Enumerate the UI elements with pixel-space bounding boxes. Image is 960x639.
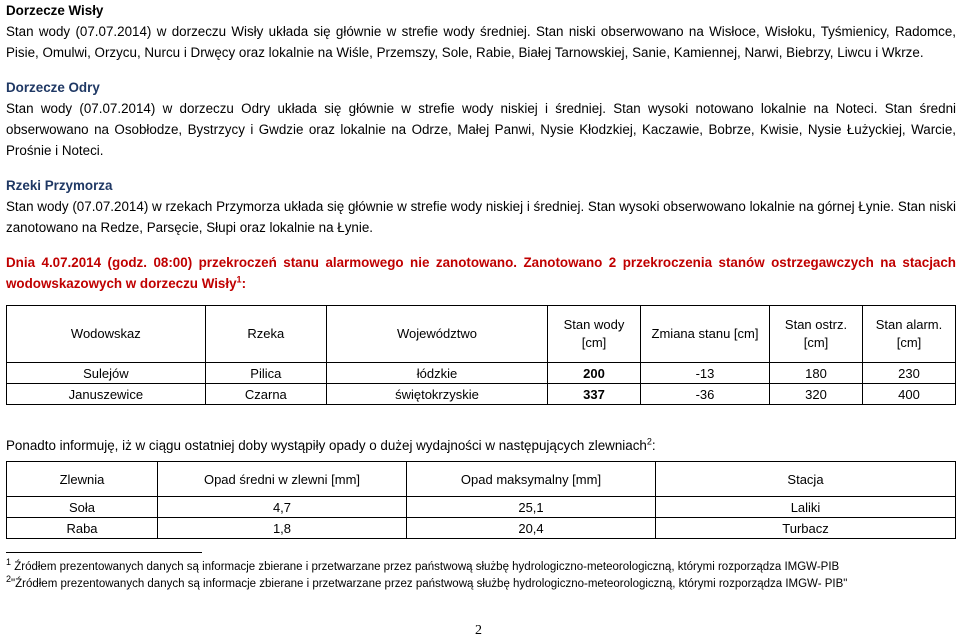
col-header: Rzeka xyxy=(205,306,326,363)
precipitation-table xyxy=(6,461,956,539)
table-cell: 230 xyxy=(863,363,956,384)
table-row xyxy=(7,363,956,384)
alert-paragraph xyxy=(6,252,956,294)
table-cell: Sulejów xyxy=(7,363,206,384)
section-title-wisla: Dorzecze Wisły xyxy=(6,3,104,18)
footnote-2 xyxy=(6,576,956,593)
table-cell: Januszewice xyxy=(7,384,206,405)
section-text-odra: Stan wody (07.07.2014) w dorzeczu Odry układa się głównie w strefie wody niskiej i średniej. Stan wysoki notowano lokalnie na Noteci. Stan średni obserwowano na Osobłodze, Bystrzycy i Gwdzie oraz lokalnie na Odrze, Małej Panwi, Nysie Kłodzkiej, Kaczawie, Bobrze, Kwisie, Nysie Łużyckiej, Warcie, Prośnie i Noteci. xyxy=(6,101,956,158)
col-header: Stan ostrz. [cm] xyxy=(770,306,863,363)
table-cell: Turbacz xyxy=(656,518,956,539)
section-title-odra: Dorzecze Odry xyxy=(6,80,100,95)
table-cell: 337 xyxy=(548,384,641,405)
table-cell: Pilica xyxy=(205,363,326,384)
section-title-przymorze: Rzeki Przymorza xyxy=(6,178,113,193)
footnote-ref-1: 1 xyxy=(236,274,242,285)
water-level-table xyxy=(6,305,956,405)
table-row xyxy=(7,497,956,518)
table-cell: Raba xyxy=(7,518,158,539)
table-cell: 4,7 xyxy=(158,497,407,518)
section-text-przymorze: Stan wody (07.07.2014) w rzekach Przymorza układa się głównie w strefie wody niskiej i średniej. Stan wysoki obserwowano lokalnie na górnej Łynie. Stan niski zanotowano na Redze, Parsęcie, Słupi oraz lokalnie na Łynie. xyxy=(6,199,956,235)
col-header: Opad średni w zlewni [mm] xyxy=(158,462,407,497)
footnote-ref-2: 2 xyxy=(646,436,652,447)
table-cell: 400 xyxy=(863,384,956,405)
footnote-text: "Źródłem prezentowanych danych są informacje zbierane i przetwarzane przez państwową służbę hydrologiczno-meteorologiczną, którymi rozporządza IMGW- PIB" xyxy=(11,578,848,590)
table-cell: łódzkie xyxy=(326,363,547,384)
col-header: Opad maksymalny [mm] xyxy=(407,462,656,497)
table-cell: świętokrzyskie xyxy=(326,384,547,405)
col-header: Zlewnia xyxy=(7,462,158,497)
col-header: Województwo xyxy=(326,306,547,363)
precip-paragraph xyxy=(6,435,956,456)
table-cell: -13 xyxy=(641,363,770,384)
col-header: Zmiana stanu [cm] xyxy=(641,306,770,363)
footnote-mark: 2 xyxy=(6,574,12,585)
table-row xyxy=(7,384,956,405)
footnote-separator xyxy=(6,552,202,553)
precip-end: : xyxy=(651,438,656,453)
table-cell: 320 xyxy=(770,384,863,405)
table-header-row xyxy=(7,306,956,363)
table-header-row xyxy=(7,462,956,497)
table-cell: 20,4 xyxy=(407,518,656,539)
table-cell: 1,8 xyxy=(158,518,407,539)
col-header: Stan alarm. [cm] xyxy=(863,306,956,363)
page-number: 2 xyxy=(475,623,482,638)
col-header: Stan wody [cm] xyxy=(548,306,641,363)
table-cell: Soła xyxy=(7,497,158,518)
footnote-mark: 1 xyxy=(6,557,12,568)
table-row xyxy=(7,518,956,539)
table-cell: 25,1 xyxy=(407,497,656,518)
col-header: Wodowskaz xyxy=(7,306,206,363)
col-header: Stacja xyxy=(656,462,956,497)
precip-text: Ponadto informuję, iż w ciągu ostatniej doby wystąpiły opady o dużej wydajności w następujących zlewniach xyxy=(6,438,647,453)
table-cell: Czarna xyxy=(205,384,326,405)
alert-text: Dnia 4.07.2014 (godz. 08:00) przekroczeń stanu alarmowego nie zanotowano. Zanotowano 2 przekroczenia stanów ostrzegawczych na stacjach wodowskazowych w dorzeczu Wisły xyxy=(6,255,956,291)
footnote-text: Źródłem prezentowanych danych są informacje zbierane i przetwarzane przez państwową służbę hydrologiczno-meteorologiczną, którymi rozporządza IMGW-PIB xyxy=(14,561,840,573)
table-cell: 200 xyxy=(548,363,641,384)
footnote-1 xyxy=(6,559,956,576)
document-page xyxy=(6,0,956,593)
section-text-wisla: Stan wody (07.07.2014) w dorzeczu Wisły układa się głównie w strefie wody średniej. Stan niski obserwowano na Wisłoce, Wisłoku, Tyśmienicy, Radomce, Pisie, Omulwi, Orzycu, Nurcu i Drwęcy oraz lokalnie na Wiśle, Przemszy, Sole, Rabie, Białej Tarnowskiej, Sanie, Kamiennej, Narwi, Biebrzy, Liwcu i Wkrze. xyxy=(6,24,956,60)
alert-end: : xyxy=(241,276,247,291)
table-cell: Laliki xyxy=(656,497,956,518)
table-cell: 180 xyxy=(770,363,863,384)
table-cell: -36 xyxy=(641,384,770,405)
